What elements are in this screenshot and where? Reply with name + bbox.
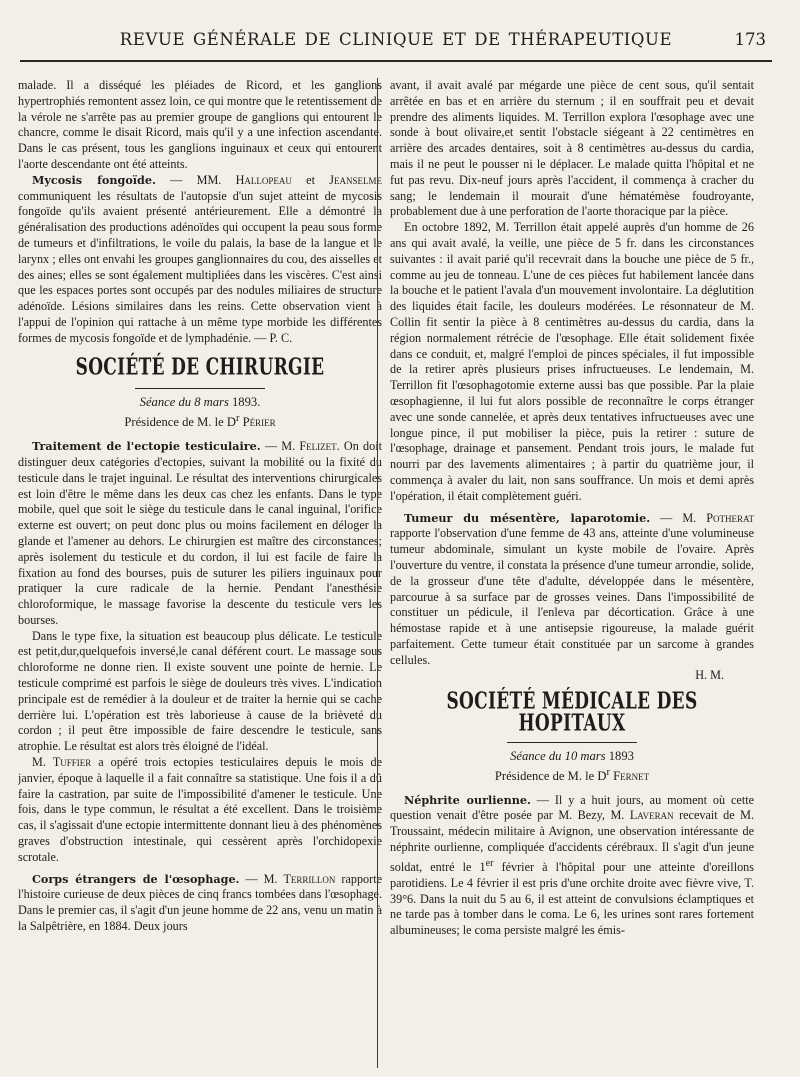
nephrite-text-2: février à l'hôpital pour une atteinte d'oreillons parotidiens. Le 4 février il est pris d'une orchite droite avec fièvre vive, T. 39°6. Dans la nuit du 5 au 6, il est atteint de convulsions éclamptiques et ne tarde pas à tomber dans le coma. Le 6, les urines sont rares fortement albumineuses; le coma persiste malgré les émis-: [390, 859, 754, 938]
journal-title: REVUE GÉNÉRALE DE CLINIQUE ET DE THÉRAPEUTIQUE: [119, 30, 673, 49]
author-tuffier: Tuffier: [52, 755, 92, 770]
corps-lead: Corps étrangers de l'œsophage.: [32, 871, 240, 886]
presidence-line: [390, 765, 754, 785]
nephrite-lead: Néphrite ourlienne.: [404, 792, 531, 807]
author-hallopeau: Hallopeau: [235, 172, 292, 187]
running-header: [20, 24, 772, 54]
author-terrillon: Terrillon: [283, 871, 336, 886]
heading-rule: [135, 388, 265, 389]
paragraph-mycosis: [18, 173, 382, 347]
presidence-sup: r: [606, 766, 610, 778]
tumeur-text: rapporte l'observation d'une femme de 43 ans, atteinte d'une volumineuse tumeur abdominale, simulant un kyste mobile de l'ovaire. Après l'ouverture du ventre, il constata la présence d'une tumeur arrondie, solide, de la grosseur d'une tête d'adulte, développée dans le mésentère, parcourue à sa surface par de grosses veines. Dans l'impossibilité de constituer un pédicule, il l'enleva par décortication. Grâce à une hémostase rapide et à une antisepsie rigoureuse, la malade guérit parfaitement. Cette tumeur était constituée par un sarcome à grandes cellules.: [390, 526, 754, 667]
paragraph-tumeur: [390, 511, 754, 669]
mycosis-et: et: [291, 172, 330, 187]
author-potherat: Potherat: [706, 510, 754, 525]
paragraph-nephrite: [390, 793, 754, 939]
tumeur-lead: Tumeur du mésentère, laparotomie.: [404, 510, 651, 525]
presidence-name: Fernet: [613, 768, 650, 783]
heading-societe-medicale: SOCIÉTÉ MÉDICALE DES HOPITAUX: [446, 688, 698, 738]
paragraph-tuffier: [18, 755, 382, 866]
ectopie-lead: Traitement de l'ectopie testiculaire.: [32, 439, 261, 454]
ectopie-text: . On doit distinguer deux catégories d'ectopies, suivant la mobilité ou la fixité du testicule dans le trajet inguinal. Le résultat des interventions chirurgicales est loin d'être le même dans les deux cas chez les enfants. Dans le type mobile, quel que soit le siège du testicule dans le canal inguinal, l'orifice externe est ouvert; on peut donc plus ou moins facilement en déloger la glande et l'amener au dehors. Le chirurgien est maître des circonstances; après isolement du testicule et du cordon, il lui est facile de faire la fixation au fond des bourses, puis de suturer les piliers inguinaux pour pratiquer la cure radicale de la hernie. Pendant l'anesthésie chloroformique, le massage favorise la descente du testicule vers les bourses.: [18, 439, 382, 627]
presidence-prefix: Présidence de M. le D: [124, 415, 236, 430]
seance-year: 1893: [605, 748, 634, 763]
mycosis-text: communiquent les résultats de l'autopsie d'un sujet atteint de mycosis fongoïde qu'ils avaient présenté antérieurement. Elle a démontré la généralisation des productions adénoïdes qui occupent la peau sous forme de tumeurs et d'infiltrations, le voile du palais, la base de la langue et le larynx ; elles ont envahi les groupes ganglionnaires du cou, des aisselles et des aines; elles se sont également multipliées dans les viscères. C'est ainsi que les espaces portes sont occupés par des nodules miliaires de structure adénoïde. Lésions similaires dans les reins. Cette observation vient à l'appui de l'opinion qui rattache à un même type morbide les différentes formes de mycosis fongoïde et de lymphadénie. — P. C.: [18, 188, 382, 345]
paragraph-corps-etrangers: [18, 872, 382, 935]
nephrite-sup: er: [485, 857, 494, 869]
ectopie-sep: — M.: [260, 439, 300, 454]
seance-prefix: Séance du: [510, 748, 565, 763]
mycosis-sep: — MM.: [155, 172, 236, 187]
column-divider: [377, 78, 378, 1068]
presidence-name: Périer: [242, 415, 276, 430]
paragraph-avant: avant, il avait avalé par mégarde une pièce de cent sous, qu'il sentait arrêtée en bas et en arrière du sternum ; il en souffrait peu et devait prendre des aliments liquides. M. Terrillon explora l'œsophage avec une sonde à bout olivaire,et sentit l'obstacle siégeant à 22 centimètres en arrière des arcades dentaires, soit à 8 centimètres au-dessus du cardia, mais il ne peut le pousser ni le déplacer. Le malade quitta l'hôpital et ne fut pas revu. Dix-neuf jours après l'accident, il commença à cracher du sang; le lendemain il mourait d'une hématémèse foudroyante, probablement due à une perforation de l'aorte thoracique par la pièce.: [390, 78, 754, 219]
seance-line: [390, 749, 754, 765]
seance-prefix: Séance du: [139, 395, 195, 410]
tuffier-prefix: M.: [32, 755, 53, 770]
heading-rule: [507, 742, 637, 743]
author-jeanselme: Jeanselme: [329, 172, 382, 187]
nephrite-sep: — Il y a huit jours, au moment où cette question venait d'être posée par M. Bezy, M.: [390, 792, 754, 823]
author-laveran: Laveran: [629, 808, 674, 823]
seance-year: 1893.: [228, 395, 261, 410]
tuffier-text: a opéré trois ectopies testiculaires depuis le mois de janvier, époque à laquelle il a fait connaître sa statistique. Une fois il a dû faire la castration, par suite de l'impossibilité d'amener le testicule. Une fois, dans le type commun, le résultat a été excellent. Dans le troisième cas, il s'agissait d'une ectopie intermittente donnant lieu à des phénomènes graves d'obstruction intestinale, qui cessèrent après l'orchidopexie scrotale.: [18, 755, 382, 864]
presidence-sup: r: [235, 413, 240, 425]
nephrite-text: recevait de M. Troussaint, médecin militaire à Avignon, une observation intéressante de néphrite ourlienne, compliquée d'accidents cérébraux. Il s'agit d'un jeune soldat, entré le 1: [390, 808, 754, 874]
right-column: [390, 78, 754, 1068]
presidence-prefix: Présidence de M. le D: [494, 768, 607, 783]
heading-societe-chirurgie: SOCIÉTÉ DE CHIRURGIE: [75, 353, 325, 381]
seance-date: 8 mars: [194, 395, 229, 410]
header-rule: [20, 60, 772, 62]
left-column: [18, 78, 382, 1068]
corps-text: rapporte l'histoire curieuse de deux pièces de cinq francs tombées dans l'œsophage. Dans le premier cas, il s'agit d'un jeune homme de 22 ans, venu un matin à la Salpêtrière, en 1884. Deux jours: [18, 871, 382, 934]
corps-sep: — M.: [239, 871, 284, 886]
signature: H. M.: [695, 668, 724, 683]
page-number: 173: [734, 30, 766, 49]
paragraph-ectopie: [18, 439, 382, 629]
tumeur-sep: — M.: [650, 510, 707, 525]
paragraph-type-fixe: Dans le type fixe, la situation est beaucoup plus délicate. Le testicule est petit,dur,quelquefois inversé,le canal déférent court. Le massage sous chloroforme ne donne rien. Il existe souvent une pointe de hernie. Le testicule comprimé est parfois le siège de douleurs très vives. L'indication principale est de remédier à la douleur et de traiter la hernie qui se cache derrière lui. L'opération est très laborieuse à cause de la brièveté du cordon ; il peut être impossible de faire descendre le testicule, sans atrophie. Le résultat est alors très éloigné de l'idéal.: [18, 628, 382, 754]
seance-line: [18, 395, 382, 411]
paragraph-intro: malade. Il a disséqué les pléiades de Ricord, et les ganglions hypertrophiés remontent assez loin, ce qui montre que le retentissement de la vérole ne s'arrête pas au premier groupe de ganglions qui entourent le chancre, comme le disait Ricord, mais qu'il y a une infection ascendante. Dans le cas présent, tous les ganglions inguinaux et ceux qui entourent l'aorte descendante ont été atteints.: [18, 78, 382, 171]
author-felizet: Felizet: [299, 439, 337, 454]
seance-date: 10 mars: [564, 748, 606, 763]
mycosis-lead: Mycosis fongoïde.: [32, 172, 156, 187]
presidence-line: [18, 411, 382, 431]
paragraph-octobre: En octobre 1892, M. Terrillon était appelé auprès d'un homme de 26 ans qui avait avalé, la veille, une pièce de 5 fr. dans les circonstances suivantes : il avait parié qu'il recevrait dans la bouche une pièce de 5 fr., comme au jeu de tonneau. L'une de ces pièces fut habilement lancée dans la bouche et le patient l'avala d'un mouvement involontaire. La déglutition des liquides était facile, les douleurs modérées. Le résonnateur de M. Collin fit sentir la pièce à 8 centimètres au-dessus du cardia, dans la région normalement rétrécie de l'œsophage. Elle était solidement fixée dans ce conduit, et, malgré l'emploi de pinces spéciales, il fut impossible de la retirer après plusieurs prises infructueuses. Le lendemain, M. Terrillon fit l'œsophagotomie externe aussi bas que possible. Par la plaie œsophagienne, il lui fut alors possible de reconnaître le corps étranger avec une sonde cannelée, et après deux tentatives infructueuses avec une longue pince, il put mobiliser la pièce, puis la retirer : suture de l'œsophage, drainage et pansement. Pendant trois jours, le malade fut nourri par des lavements alimentaires ; à partir du quatrième jour, il commença à avaler du lait, non sans souffrance. Un mois et demi après l'opération, il était complètement guéri.: [390, 220, 754, 503]
